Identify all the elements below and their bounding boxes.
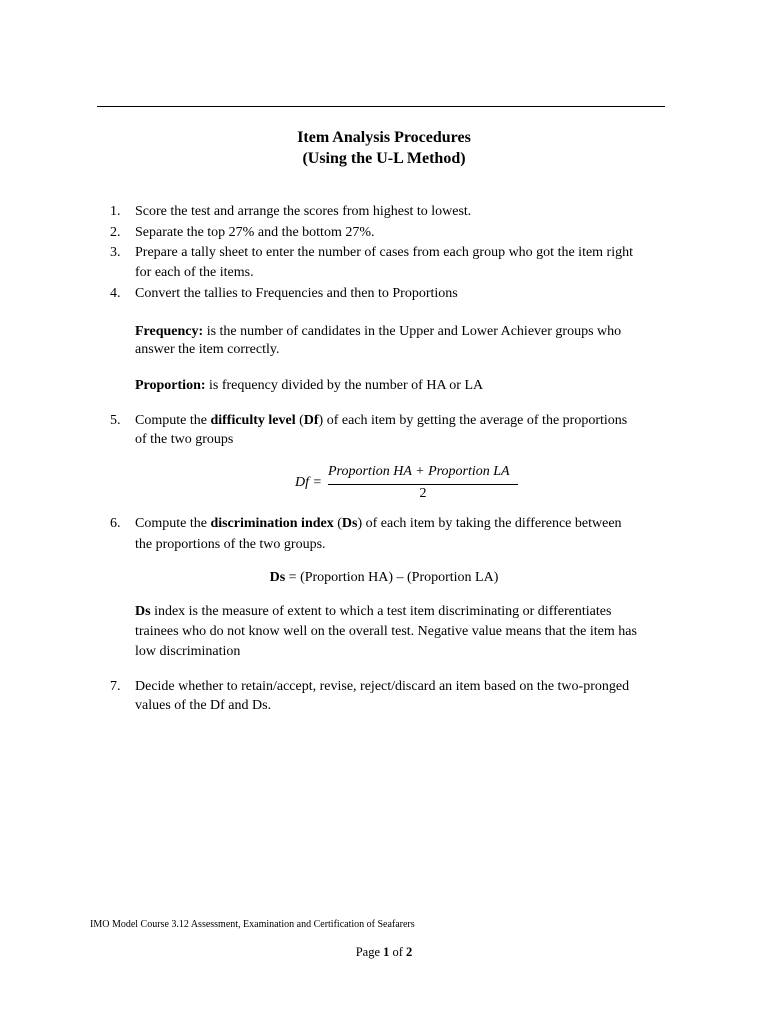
list-text: Prepare a tally sheet to enter the number of cases from each group who got the item right [135,245,633,260]
list-number: 7. [110,679,121,694]
list-text: Score the test and arrange the scores from highest to lowest. [135,204,472,219]
ds-text: trainees who do not know well on the overall test. Negative value means that the item has [135,624,637,639]
frequency-text: is the number of candidates in the Upper and Lower Achiever groups who [203,324,622,339]
ds-explanation-cont [135,622,680,642]
frequency-definition [135,322,680,342]
frequency-definition-cont [135,340,680,360]
frequency-text: answer the item correctly. [135,342,280,357]
footer-course: IMO Model Course 3.12 Assessment, Examination and Certification of Seafarers [90,919,415,930]
formula-numerator: Proportion HA + Proportion LA [328,464,510,479]
list-number: 4. [110,286,121,301]
list-text: of the two groups [135,432,234,447]
proportion-text: is frequency divided by the number of HA or LA [205,378,484,393]
list-number: 5. [110,413,121,428]
list-number: 6. [110,516,121,531]
page-title: Item Analysis Procedures [297,129,471,146]
list-text: Separate the top 27% and the bottom 27%. [135,225,375,240]
list-text: Compute the discrimination index (Ds) of each item by taking the difference between [135,516,622,531]
list-text: values of the Df and Ds. [135,698,272,713]
formula-text: = (Proportion HA) – (Proportion LA) [285,570,499,585]
formula-term: Ds [269,570,286,585]
header-rule [97,106,665,107]
discrimination-formula [0,568,768,588]
ds-text: index is the measure of extent to which a test item discriminating or differentiates [150,604,612,619]
list-number: 2. [110,225,121,240]
frequency-term: Frequency: [135,324,204,339]
list-text: Decide whether to retain/accept, revise, reject/discard an item based on the two-pronged [135,679,630,694]
list-text: Convert the tallies to Frequencies and then to Proportions [135,286,458,301]
fraction-bar [328,484,518,485]
list-number: 3. [110,245,121,260]
ds-term: Ds [135,604,151,619]
list-text: for each of the items. [135,265,254,280]
ds-explanation [135,602,680,622]
proportion-term: Proportion: [135,378,206,393]
formula-lhs: Df = [295,475,322,490]
formula-denominator: 2 [419,486,427,501]
page-subtitle: (Using the U-L Method) [302,150,466,167]
page-number: Page 1 of 2 [355,945,413,959]
list-text: Compute the difficulty level (Df) of each item by getting the average of the proportions [135,413,628,428]
proportion-definition [135,376,680,396]
ds-text: low discrimination [135,644,241,659]
list-number: 1. [110,204,121,219]
list-text: the proportions of the two groups. [135,537,326,552]
ds-explanation-cont [135,642,680,662]
